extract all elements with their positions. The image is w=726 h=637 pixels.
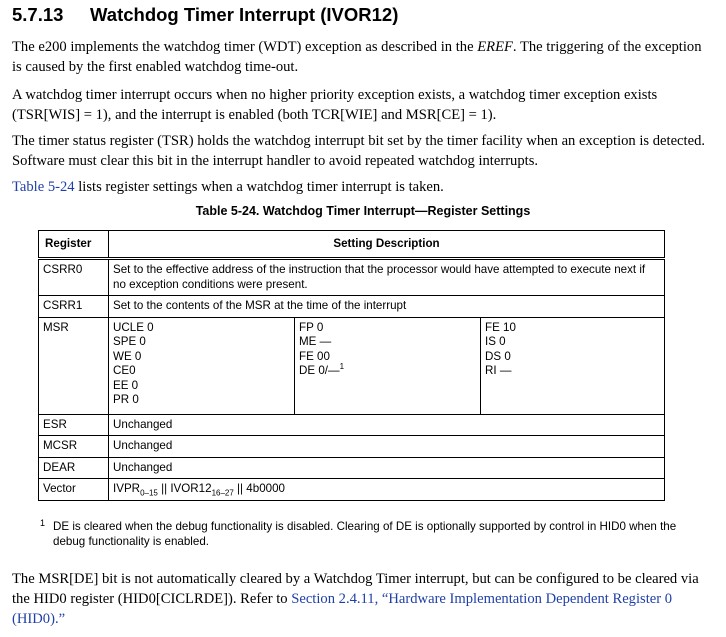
msr-bit: CE0: [113, 364, 136, 377]
table-link[interactable]: Table 5-24: [12, 179, 75, 195]
table-row: [39, 317, 665, 414]
msr-column-2: [294, 318, 480, 414]
msr-bit-text: DE 0/—: [299, 364, 340, 377]
header-description: Setting Description: [109, 231, 665, 259]
footnote-text: DE is cleared when the debug functionality is disabled. Clearing of DE is optionally supported by control in HID0 when the debug functionality is enabled.: [53, 520, 677, 548]
msr-bit: ME —: [299, 335, 332, 348]
msr-bit: DS 0: [485, 349, 511, 363]
section-heading: [12, 4, 398, 26]
table-row: [39, 436, 665, 458]
msr-bit: WE 0: [113, 349, 142, 363]
section-number: 5.7.13: [12, 4, 64, 25]
register-name: CSRR0: [39, 259, 109, 296]
msr-bit: UCLE 0: [113, 320, 154, 334]
header-register: Register: [39, 231, 109, 259]
register-description: Unchanged: [109, 436, 665, 458]
msr-bit: IS 0: [485, 335, 506, 348]
table-row: [39, 457, 665, 479]
register-name: ESR: [39, 414, 109, 436]
register-description: Set to the contents of the MSR at the time of the interrupt: [109, 296, 665, 318]
paragraph-text: The MSR[DE] bit is not automatically cleared by a Watchdog Timer interrupt, but can be configured to be cleared via the HID0 register (HID0[CICLRDE]). Refer to: [12, 571, 699, 607]
register-settings-table: [38, 230, 665, 501]
table-footnote: [40, 519, 680, 549]
register-description: Unchanged: [109, 414, 665, 436]
paragraph-conditions: A watchdog timer interrupt occurs when no higher priority exception exists, a watchdog timer exception exists (TSR[WIS] = 1), and the interrupt is enabled (both TCR[WIE] and MSR[CE] = 1).: [12, 87, 658, 123]
vector-part: || 4b0000: [233, 482, 285, 495]
msr-bit: FP 0: [299, 320, 324, 334]
paragraph-tsr: The timer status register (TSR) holds the watchdog interrupt bit set by the timer facility when an exception is detected. Software must clear this bit in the interrupt handler to avoid repeated watchdog interrupts.: [12, 133, 706, 169]
register-name: Vector: [39, 479, 109, 501]
msr-bit: SPE 0: [113, 335, 146, 348]
register-name: MSR: [39, 317, 109, 414]
register-description: Set to the effective address of the instruction that the processor would have attempted to execute next if no exception conditions were present.: [109, 259, 665, 296]
section-link[interactable]: Section 2.4.11, “Hardware Implementation Dependent Register 0 (HID0).”: [12, 591, 673, 627]
table-row: [39, 296, 665, 318]
msr-settings-cell: [109, 317, 665, 414]
paragraph-text: . The triggering of the exception is caused by the first enabled watchdog time-out.: [12, 39, 702, 75]
vector-description: [109, 479, 665, 501]
table-caption: Table 5-24. Watchdog Timer Interrupt—Register Settings: [195, 204, 531, 218]
msr-bit: EE 0: [113, 378, 139, 392]
register-description: Unchanged: [109, 457, 665, 479]
paragraph-closing: [12, 569, 712, 629]
paragraph-text: lists register settings when a watchdog timer interrupt is taken.: [74, 179, 444, 195]
footnote-mark: 1: [40, 518, 46, 528]
paragraph-table-ref: [12, 177, 712, 197]
vector-part: IVPR: [113, 482, 141, 495]
table-row: [39, 259, 665, 296]
section-title: Watchdog Timer Interrupt (IVOR12): [90, 4, 399, 25]
msr-bit: FE 00: [299, 349, 330, 363]
table-row: [39, 414, 665, 436]
msr-column-3: [480, 318, 664, 414]
vector-subscript: 16–27: [211, 488, 234, 498]
paragraph-text: The e200 implements the watchdog timer (WDT) exception as described in the: [12, 39, 478, 55]
paragraph-intro: [12, 37, 712, 77]
msr-bit: PR 0: [113, 393, 139, 406]
table-header-row: [39, 231, 665, 259]
register-name: CSRR1: [39, 296, 109, 318]
eref-emphasis: EREF: [477, 39, 513, 55]
table-row: [39, 479, 665, 501]
register-name: MCSR: [39, 436, 109, 458]
footnote-ref: 1: [339, 362, 345, 372]
msr-bit: RI —: [485, 364, 512, 377]
msr-bit: FE 10: [485, 320, 516, 334]
msr-bit: [299, 364, 476, 379]
register-name: DEAR: [39, 457, 109, 479]
msr-column-1: [109, 318, 294, 414]
vector-part: || IVOR12: [157, 482, 212, 495]
vector-subscript: 0–15: [140, 488, 158, 498]
